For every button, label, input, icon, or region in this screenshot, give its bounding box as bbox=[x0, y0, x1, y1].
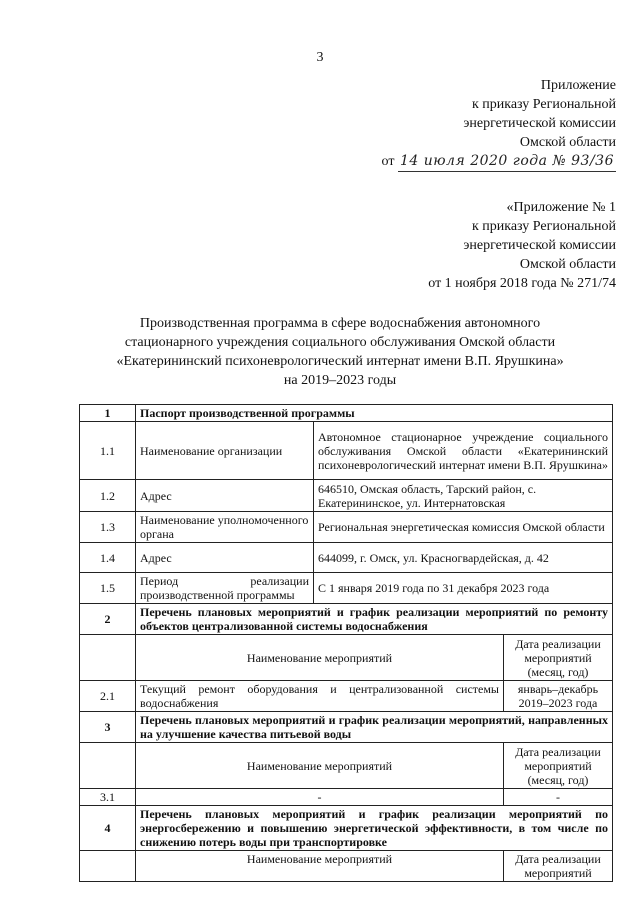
title-line: стационарного учреждения социального обслуживания Омской области bbox=[124, 335, 556, 350]
row-number: 3.1 bbox=[80, 789, 136, 806]
table-row bbox=[80, 512, 613, 543]
section-row bbox=[80, 806, 613, 851]
annex-line: Омской области bbox=[519, 135, 616, 150]
section-row bbox=[80, 405, 613, 422]
page-number: 3 bbox=[316, 50, 324, 65]
empty-cell bbox=[80, 851, 136, 882]
row-number: 1.3 bbox=[80, 512, 136, 543]
annex1-line: к приказу Региональной bbox=[471, 219, 616, 234]
header-event-date: Дата реализации мероприятий (месяц, год) bbox=[504, 635, 613, 681]
header-event-name: Наименование мероприятий bbox=[136, 851, 504, 882]
event-name: Текущий ремонт оборудования и централизованной системы водоснабжения bbox=[136, 681, 504, 712]
title-line: «Екатерининский психоневрологический интернат имени В.П. Ярушкина» bbox=[116, 354, 564, 369]
title-line: Производственная программа в сфере водоснабжения автономного bbox=[139, 316, 541, 331]
header-event-name: Наименование мероприятий bbox=[136, 743, 504, 789]
row-value: Автономное стационарное учреждение социального обслуживания Омской области «Екатерининский психоневрологический интернат имени В.П. Ярушкина» bbox=[314, 422, 613, 480]
row-number: 1.4 bbox=[80, 543, 136, 573]
header-event-date: Дата реализации мероприятий bbox=[504, 851, 613, 882]
section-title: Перечень плановых мероприятий и график реализации мероприятий по энергосбережению и повышению энергетической эффективности, в том числе по снижению потерь воды при транспортировке bbox=[136, 806, 613, 851]
event-name: - bbox=[136, 789, 504, 806]
column-header-row bbox=[80, 743, 613, 789]
table-row bbox=[80, 573, 613, 604]
date-prefix: от bbox=[381, 154, 395, 169]
row-label: Адрес bbox=[136, 543, 314, 573]
row-label: Наименование организации bbox=[136, 422, 314, 480]
section-row bbox=[80, 604, 613, 635]
row-number: 1.1 bbox=[80, 422, 136, 480]
annex-block bbox=[382, 76, 616, 172]
table-row bbox=[80, 422, 613, 480]
row-label: Период реализации производственной программы bbox=[136, 573, 314, 604]
title-line: на 2019–2023 годы bbox=[283, 373, 397, 388]
annex1-line: энергетической комиссии bbox=[463, 238, 616, 253]
header-event-date: Дата реализации мероприятий (месяц, год) bbox=[504, 743, 613, 789]
table-row bbox=[80, 789, 613, 806]
annex-line: Приложение bbox=[540, 78, 616, 93]
section-number: 1 bbox=[80, 405, 136, 422]
annex-date-line bbox=[382, 152, 616, 172]
row-label: Наименование уполномоченного органа bbox=[136, 512, 314, 543]
row-value: 644099, г. Омск, ул. Красногвардейская, д. 42 bbox=[314, 543, 613, 573]
document-title bbox=[90, 314, 590, 390]
row-value: Региональная энергетическая комиссия Омской области bbox=[314, 512, 613, 543]
annex1-line: от 1 ноября 2018 года № 271/74 bbox=[428, 276, 616, 291]
table-row bbox=[80, 681, 613, 712]
section-title: Перечень плановых мероприятий и график реализации мероприятий, направленных на улучшение качества питьевой воды bbox=[136, 712, 613, 743]
annex1-block bbox=[428, 198, 616, 293]
row-value: С 1 января 2019 года по 31 декабря 2023 года bbox=[314, 573, 613, 604]
column-header-row bbox=[80, 851, 613, 882]
section-row bbox=[80, 712, 613, 743]
header-event-name: Наименование мероприятий bbox=[136, 635, 504, 681]
row-number: 1.2 bbox=[80, 480, 136, 512]
section-title: Паспорт производственной программы bbox=[136, 405, 613, 422]
handwritten-date-signature: 14 июля 2020 года № 93/36 bbox=[398, 152, 616, 172]
row-value: 646510, Омская область, Тарский район, с. Екатерининское, ул. Интернатовская bbox=[314, 480, 613, 512]
program-table bbox=[79, 404, 613, 882]
section-number: 4 bbox=[80, 806, 136, 851]
empty-cell bbox=[80, 743, 136, 789]
annex1-line: Омской области bbox=[519, 257, 616, 272]
table-row bbox=[80, 543, 613, 573]
section-number: 2 bbox=[80, 604, 136, 635]
section-number: 3 bbox=[80, 712, 136, 743]
section-title: Перечень плановых мероприятий и график реализации мероприятий по ремонту объектов централизованной системы водоснабжения bbox=[136, 604, 613, 635]
row-label: Адрес bbox=[136, 480, 314, 512]
column-header-row bbox=[80, 635, 613, 681]
row-number: 1.5 bbox=[80, 573, 136, 604]
annex-line: к приказу Региональной bbox=[471, 97, 616, 112]
table-row bbox=[80, 480, 613, 512]
event-date: январь–декабрь 2019–2023 года bbox=[504, 681, 613, 712]
annex-line: энергетической комиссии bbox=[463, 116, 616, 131]
row-number: 2.1 bbox=[80, 681, 136, 712]
annex1-line: «Приложение № 1 bbox=[506, 200, 616, 215]
empty-cell bbox=[80, 635, 136, 681]
event-date: - bbox=[504, 789, 613, 806]
